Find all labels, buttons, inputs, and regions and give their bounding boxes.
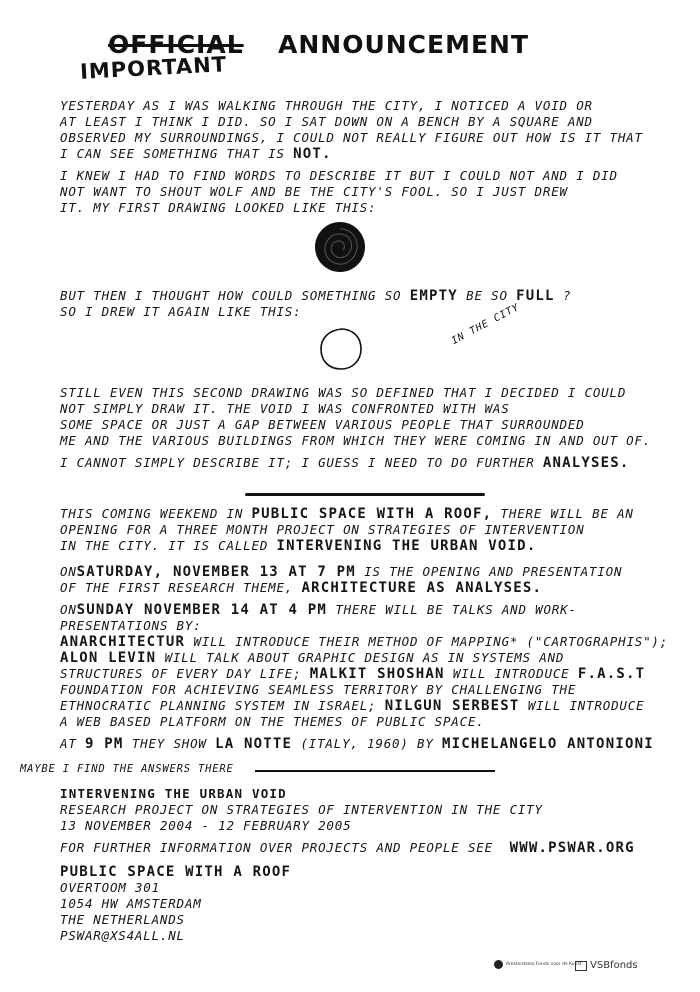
analyses-word: ANALYSES. (542, 455, 630, 471)
saturday-text: ON (60, 564, 77, 579)
film-title: LA NOTTE (215, 736, 293, 752)
project-subtitle: RESEARCH PROJECT ON STRATEGIES OF INTERVENTION IN THE CITY (60, 802, 543, 817)
saturday-paragraph (60, 564, 660, 596)
para2-line: IT. MY FIRST DRAWING LOOKED LIKE THIS: (60, 200, 377, 215)
project-dates: 13 NOVEMBER 2004 - 12 FEBRUARY 2005 (60, 818, 352, 833)
address-block (60, 864, 660, 944)
sunday-text: THERE WILL BE TALKS AND WORK- (335, 602, 577, 617)
film-text: (ITALY, 1960) BY (300, 736, 434, 751)
sunday-text: WILL INTRODUCE (527, 698, 645, 713)
para4-line: ME AND THE VARIOUS BUILDINGS FROM WHICH THEY WERE COMING IN AND OUT OF. (60, 433, 652, 448)
paragraph-5 (60, 455, 660, 471)
sunday-text: ON (60, 602, 77, 617)
sunday-text: ETHNOCRATIC PLANNING SYSTEM IN ISRAEL; (60, 698, 377, 713)
para5-line (60, 455, 660, 471)
sunday-date: SUNDAY NOVEMBER 14 AT 4 PM (76, 602, 328, 618)
intro-paragraph (60, 98, 660, 162)
sunday-line-6: FOUNDATION FOR ACHIEVING SEAMLESS TERRITORY BY CHALLENGING THE (60, 682, 577, 697)
title-main-word: ANNOUNCEMENT (278, 30, 530, 59)
saturday-line-1 (60, 564, 660, 580)
film-paragraph (60, 736, 660, 752)
event-text: THERE WILL BE AN (500, 506, 634, 521)
funder-name: VSBfonds (590, 960, 638, 971)
para3-line-1 (60, 288, 660, 304)
info-text: FOR FURTHER INFORMATION OVER PROJECTS AND PEOPLE SEE (60, 840, 493, 855)
saturday-text: OF THE FIRST RESEARCH THEME, (60, 580, 294, 595)
sunday-line-5 (60, 666, 660, 682)
presenter-name: ALON LEVIN (60, 650, 157, 666)
film-text: THEY SHOW (131, 736, 207, 751)
address-name: PUBLIC SPACE WITH A ROOF (60, 864, 292, 880)
para5-text: I CANNOT SIMPLY DESCRIBE IT; I GUESS I NEED TO DO FURTHER (60, 455, 535, 470)
event-paragraph (60, 506, 660, 554)
para2-line: NOT WANT TO SHOUT WOLF AND BE THE CITY'S FOOL. SO I JUST DREW (60, 184, 568, 199)
saturday-text: IS THE OPENING AND PRESENTATION (364, 564, 623, 579)
para3-text: BE SO (466, 288, 508, 303)
event-line-3 (60, 538, 660, 554)
funder-name: Amsterdams Fonds voor de Kunst (506, 962, 582, 967)
sunday-line-1 (60, 602, 660, 618)
sunday-text: STRUCTURES OF EVERY DAY LIFE; (60, 666, 302, 681)
website-link[interactable]: WWW.PSWAR.ORG (509, 840, 635, 856)
sunday-text: WILL INTRODUCE THEIR METHOD OF MAPPING* ("CARTOGRAPHIS"); (193, 634, 669, 649)
sunday-line-8: A WEB BASED PLATFORM ON THE THEMES OF PUBLIC SPACE. (60, 714, 485, 729)
event-text: IN THE CITY. IT IS CALLED (60, 538, 269, 553)
event-text: THIS COMING WEEKEND IN (60, 506, 244, 521)
paragraph-4 (60, 385, 660, 449)
vsb-logo-icon (575, 961, 587, 971)
research-theme: ARCHITECTURE AS ANALYSES. (301, 580, 543, 596)
address-country: THE NETHERLANDS (60, 912, 185, 927)
funder-logo-afk (494, 960, 582, 969)
section-divider (245, 493, 485, 496)
sunday-line-2: PRESENTATIONS BY: (60, 618, 202, 633)
intro-not-word: NOT. (293, 146, 332, 162)
para4-line: NOT SIMPLY DRAW IT. THE VOID I WAS CONFRONTED WITH WAS (60, 401, 510, 416)
sunday-text: WILL INTRODUCE (452, 666, 570, 681)
para4-line: STILL EVEN THIS SECOND DRAWING WAS SO DEFINED THAT I DECIDED I COULD (60, 385, 627, 400)
saturday-date: SATURDAY, NOVEMBER 13 AT 7 PM (76, 564, 356, 580)
event-line-2: OPENING FOR A THREE MONTH PROJECT ON STRATEGIES OF INTERVENTION (60, 522, 585, 537)
para2-line: I KNEW I HAD TO FIND WORDS TO DESCRIBE IT BUT I COULD NOT AND I DID (60, 168, 618, 183)
empty-word: EMPTY (409, 288, 458, 304)
para3-text: ? (562, 288, 572, 303)
margin-note: MAYBE I FIND THE ANSWERS THERE (20, 763, 234, 775)
para3-text: BUT THEN I THOUGHT HOW COULD SOMETHING SO (60, 288, 402, 303)
film-line (60, 736, 660, 752)
paragraph-3 (60, 288, 660, 320)
intro-line: OBSERVED MY SURROUNDINGS, I COULD NOT REALLY FIGURE OUT HOW IS IT THAT (60, 130, 643, 145)
film-time: 9 PM (84, 736, 124, 752)
info-line (60, 840, 660, 856)
address-street: OVERTOOM 301 (60, 880, 160, 895)
paragraph-2 (60, 168, 660, 216)
sunday-paragraph (60, 602, 669, 730)
in-the-city-note: IN THE CITY (449, 302, 522, 347)
sunday-line-3 (60, 634, 669, 650)
title-struck-word: OFFICIAL (108, 30, 244, 59)
venue-name: PUBLIC SPACE WITH A ROOF, (251, 506, 493, 522)
saturday-line-2 (60, 580, 660, 596)
fast-acronym: F.A.S.T (577, 666, 646, 682)
presenter-name: NILGUN SERBEST (384, 698, 520, 714)
open-circle-drawing (319, 327, 363, 371)
project-block (60, 786, 660, 834)
presenter-name: MALKIT SHOSHAN (309, 666, 445, 682)
project-title: INTERVENING THE URBAN VOID (60, 786, 287, 801)
address-email[interactable]: PSWAR@XS4ALL.NL (60, 928, 185, 943)
event-line-1 (60, 506, 660, 522)
project-name: INTERVENING THE URBAN VOID. (276, 538, 537, 554)
info-line-content (60, 840, 660, 856)
intro-line: YESTERDAY AS I WAS WALKING THROUGH THE CITY, I NOTICED A VOID OR (60, 98, 593, 113)
para4-line: SOME SPACE OR JUST A GAP BETWEEN VARIOUS PEOPLE THAT SURROUNDED (60, 417, 585, 432)
funder-logo-vsb (575, 960, 638, 971)
para3-line-2: SO I DREW IT AGAIN LIKE THIS: (60, 304, 302, 319)
filled-scribble-circle-drawing (313, 220, 367, 274)
title-inserted-word: IMPORTANT (79, 52, 228, 84)
film-text: AT (60, 736, 77, 751)
presenter-name: ANARCHITECTUR (60, 634, 186, 650)
address-postcode: 1054 HW AMSTERDAM (60, 896, 202, 911)
intro-line: I CAN SEE SOMETHING THAT IS (60, 146, 285, 161)
full-word: FULL (516, 288, 555, 304)
intro-line-last (60, 146, 660, 162)
film-director: MICHELANGELO ANTONIONI (442, 736, 654, 752)
sunday-line-7 (60, 698, 660, 714)
handwritten-underline (255, 770, 495, 772)
intro-line: AT LEAST I THINK I DID. SO I SAT DOWN ON A BENCH BY A SQUARE AND (60, 114, 593, 129)
sunday-text: WILL TALK ABOUT GRAPHIC DESIGN AS IN SYSTEMS AND (164, 650, 565, 665)
sunday-line-4 (60, 650, 660, 666)
afk-logo-icon (494, 960, 503, 969)
